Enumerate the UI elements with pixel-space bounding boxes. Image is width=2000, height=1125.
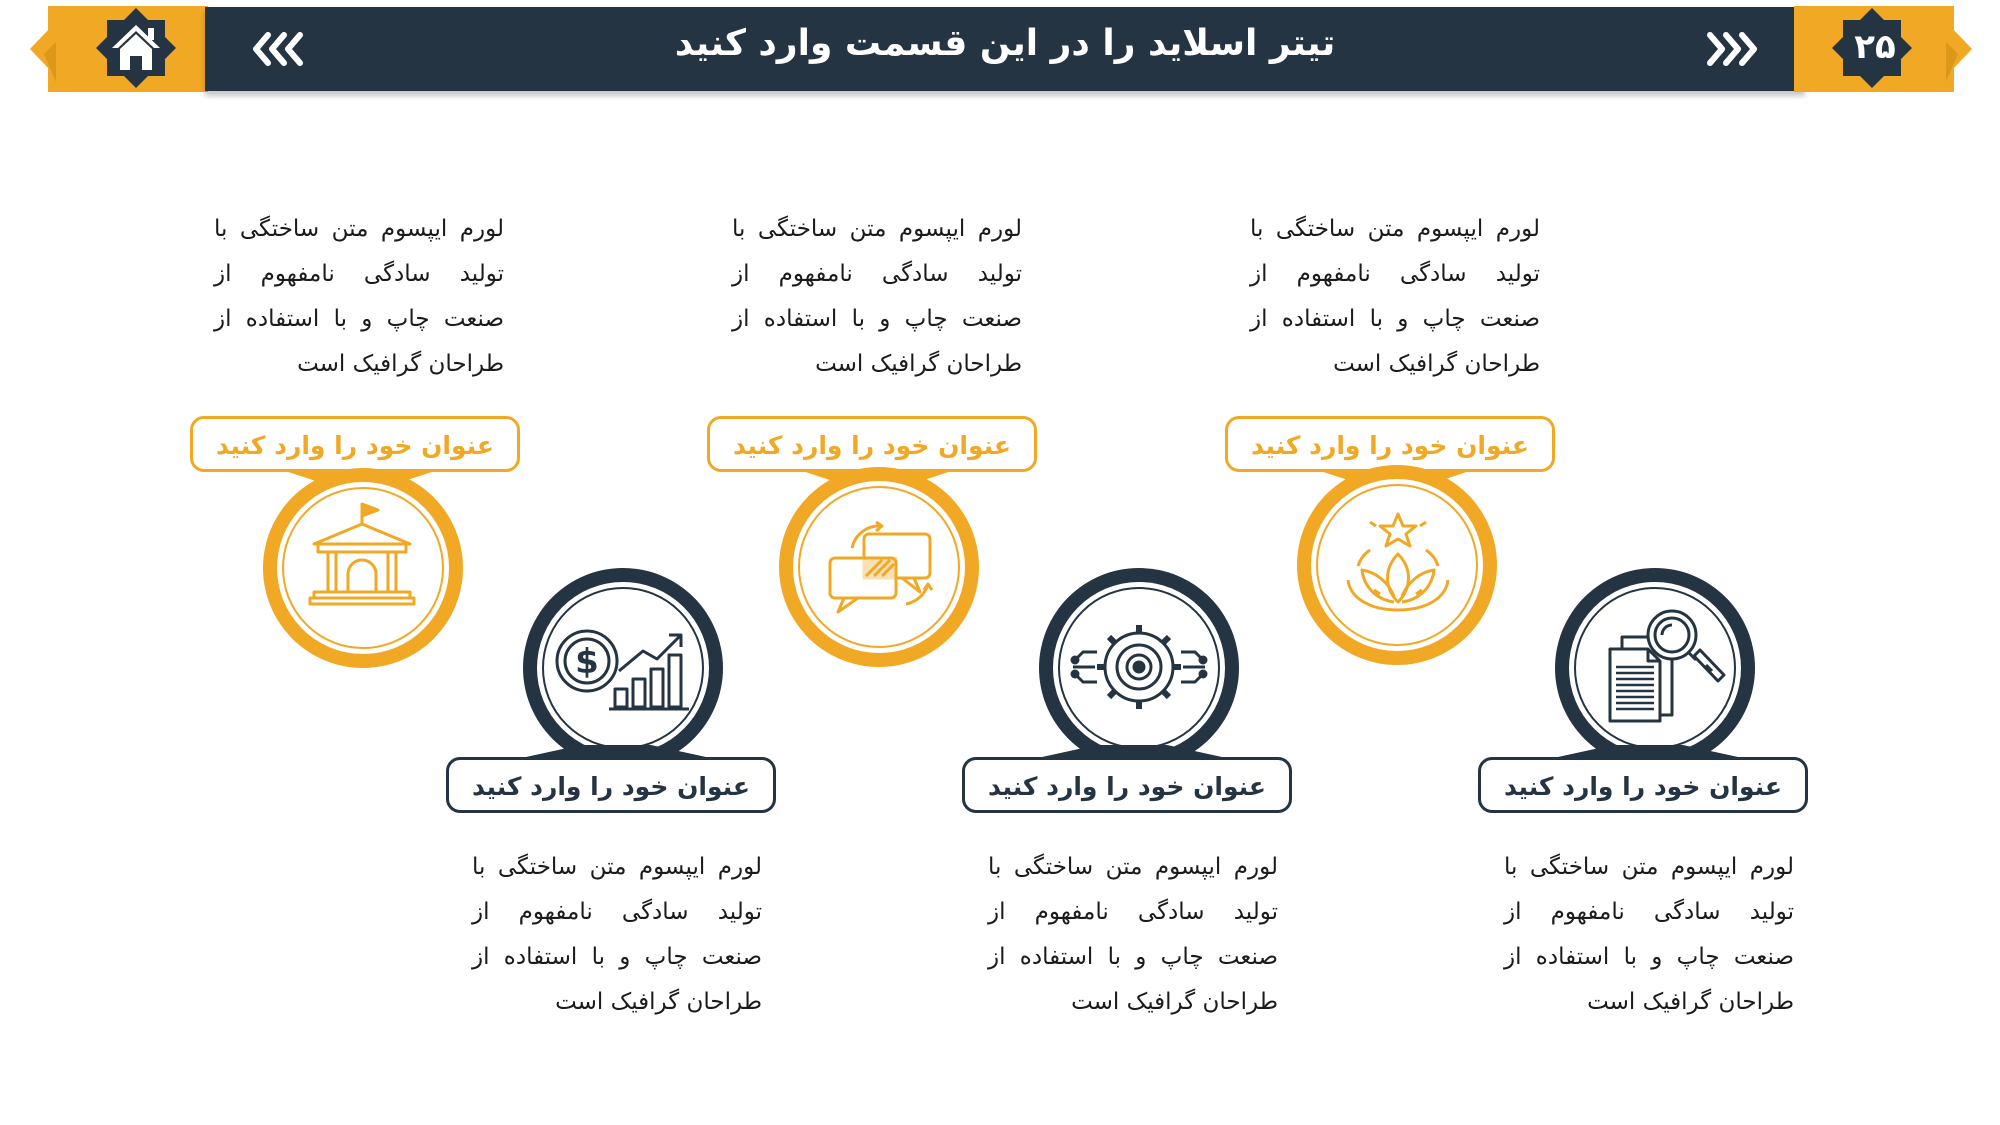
page-number: ۲۵	[1854, 27, 1896, 67]
document-search-icon	[1600, 605, 1726, 723]
item-2-description: لورم ایپسوم متن ساختگی با تولید سادگی نامفهوم از صنعت چاپ و با استفاده از طراحان گرافیک است	[472, 854, 762, 1015]
dollar-growth-chart-icon	[553, 615, 693, 715]
home-ribbon[interactable]	[30, 6, 208, 92]
title-bar	[205, 7, 1805, 91]
item-1-description: لورم ایپسوم متن ساختگی با تولید سادگی نامفهوم از صنعت چاپ و با استفاده از طراحان گرافیک است	[214, 216, 504, 377]
item-4-title: عنوان خود را وارد کنید	[962, 757, 1292, 813]
lotus-star-icon	[1340, 510, 1456, 620]
item-3-description: لورم ایپسوم متن ساختگی با تولید سادگی نامفهوم از صنعت چاپ و با استفاده از طراحان گرافیک است	[732, 216, 1022, 377]
svg-text:$: $	[575, 642, 599, 682]
item-1-title: عنوان خود را وارد کنید	[190, 416, 520, 472]
item-5-description: لورم ایپسوم متن ساختگی با تولید سادگی نامفهوم از صنعت چاپ و با استفاده از طراحان گرافیک است	[1250, 216, 1540, 377]
chat-bubbles-icon	[822, 518, 938, 618]
item-5-title: عنوان خود را وارد کنید	[1225, 416, 1555, 472]
item-4-description: لورم ایپسوم متن ساختگی با تولید سادگی نامفهوم از صنعت چاپ و با استفاده از طراحان گرافیک است	[988, 854, 1278, 1015]
item-2-title: عنوان خود را وارد کنید	[446, 757, 776, 813]
home-icon[interactable]	[108, 22, 164, 74]
tech-gear-icon	[1069, 612, 1209, 722]
school-building-icon	[306, 500, 418, 612]
item-6-description: لورم ایپسوم متن ساختگی با تولید سادگی نامفهوم از صنعت چاپ و با استفاده از طراحان گرافیک است	[1504, 854, 1794, 1015]
next-slide-icon[interactable]	[1700, 29, 1760, 69]
item-3-title: عنوان خود را وارد کنید	[707, 416, 1037, 472]
slide-title: تیتر اسلاید را در این قسمت وارد کنید	[674, 23, 1336, 64]
item-6-title: عنوان خود را وارد کنید	[1478, 757, 1808, 813]
